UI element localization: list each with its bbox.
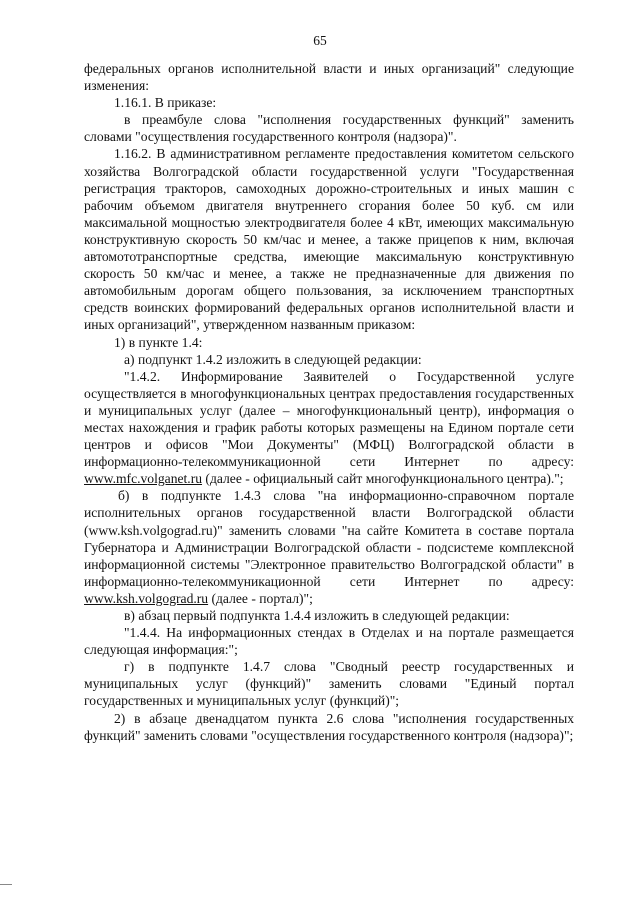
- page-number: 65: [313, 33, 327, 48]
- paragraph-p6: [84, 368, 574, 488]
- paragraph-p9: "1.4.4. На информационных стендах в Отделах и на портале размещается следующая информация:";: [84, 625, 574, 658]
- paragraph-p1: 1.16.1. В приказе:: [114, 95, 217, 111]
- scan-edge-mark: [0, 884, 12, 885]
- document-body: [84, 60, 574, 744]
- web-link[interactable]: www.ksh.volgograd.ru: [84, 590, 209, 606]
- paragraph-p10: г) в подпункте 1.4.7 слова "Сводный реестр государственных и муниципальных услуг (функций)" заменить словами "Единый портал государственных и муниципальных услуг (функций)";: [84, 659, 574, 709]
- paragraph-p0: федеральных органов исполнительной власти и иных организаций" следующие изменения:: [84, 61, 574, 94]
- paragraph-p11: 2) в абзаце двенадцатом пункта 2.6 слова "исполнения государственных функций" заменить словами "осуществления государственного контроля (надзора)";: [84, 710, 574, 743]
- paragraph-text-segment: (далее - официальный сайт многофункционального центра).";: [202, 471, 564, 487]
- paragraph-p3: 1.16.2. В административном регламенте предоставления комитетом сельского хозяйства Волгоградской области государственной услуги "Государственная регистрация тракторов, самоходных дорожно-строительных и иных машин с рабочим объемом двигателя внутреннего сгорания более 50 куб. см или максимальной мощностью электродвигателя более 4 кВт, имеющих максимальную конструктивную скорость 50 км/час и менее, а также прицепов к ним, включая автомототранспортные средства, имеющие максимальную конструктивную скорость 50 км/час и менее, а также не предназначенные для движения по автомобильным дорогам общего пользования, за исключением транспортных средств воинских формирований федеральных органов исполнительной власти и иных организаций", утвержденном названным приказом:: [84, 146, 574, 333]
- paragraph-text-segment: б) в подпункте 1.4.3 слова "на информационно-справочном портале исполнительных органов государственной власти Волгоградской области (www.ksh.volgograd.ru)" заменить словами "на сайте Комитета в составе портала Губернатора и Администрации Волгоградской области - подсистеме комплексной информационной системы "Электронное правительство Волгоградской области" в информационно-телекоммуникационной сети Интернет по адресу:: [84, 488, 574, 589]
- paragraph-p7: [84, 487, 574, 607]
- paragraph-p5: а) подпункт 1.4.2 изложить в следующей редакции:: [124, 351, 422, 367]
- web-link[interactable]: www.mfc.volganet.ru: [84, 471, 203, 487]
- paragraph-p2: в преамбуле слова "исполнения государственных функций" заменить словами "осуществления государственного контроля (надзора)".: [84, 112, 574, 145]
- paragraph-text-segment: "1.4.2. Информирование Заявителей о Государственной услуге осуществляется в многофункциональных центрах предоставления государственных и муниципальных услуг (далее – многофункциональный центр), информация о местах нахождения и график работы которых размещены на Едином портале сети центров и офисов "Мои Документы" (МФЦ) Волгоградской области в информационно-телекоммуникационной сети Интернет по адресу:: [84, 368, 574, 470]
- paragraph-p4: 1) в пункте 1.4:: [114, 334, 203, 350]
- paragraph-text-segment: (далее - портал)";: [208, 590, 313, 606]
- paragraph-p8: в) абзац первый подпункта 1.4.4 изложить в следующей редакции:: [124, 608, 510, 623]
